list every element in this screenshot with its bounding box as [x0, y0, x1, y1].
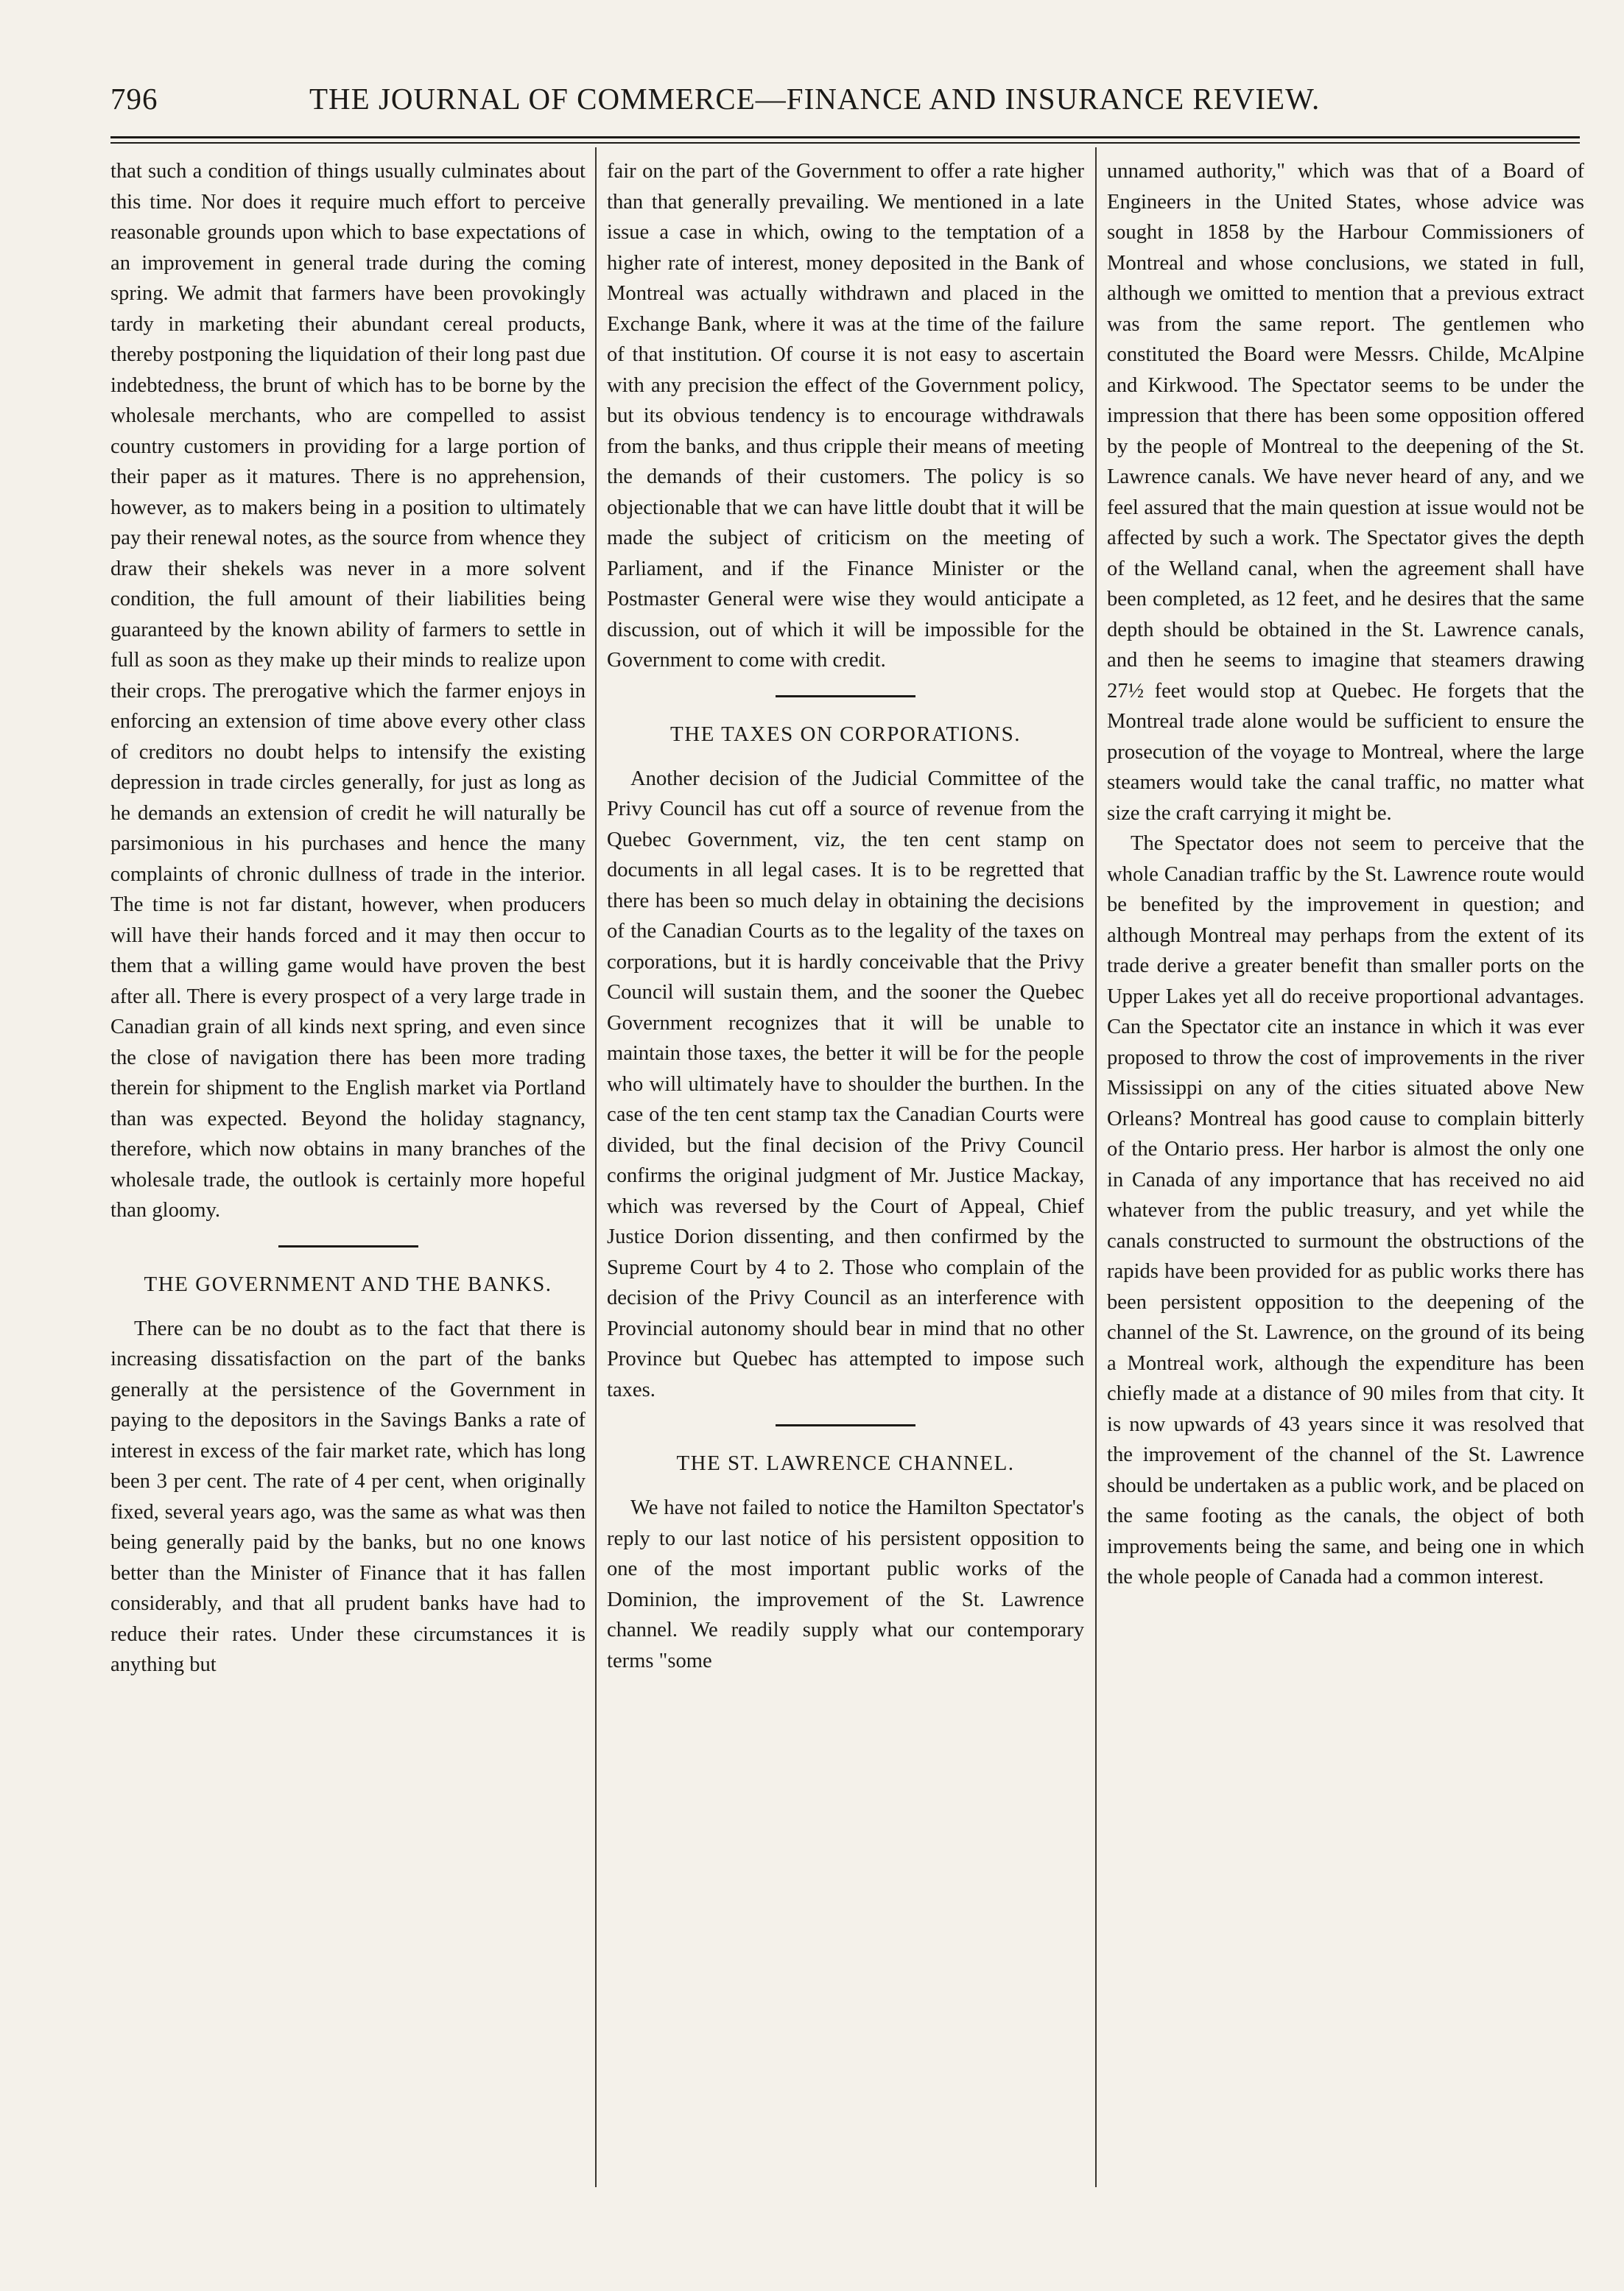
article-separator — [776, 1424, 915, 1426]
article-paragraph: The Spectator does not seem to perceive that the whole Canadian traffic by the St. Lawrence route would be benefited by the improvement in question; and although Montreal may perhaps from the extent of its trade derive a greater benefit than smaller ports on the Upper Lakes yet all do receive proportional advantages. Can the Spectator cite an instance in which it was ever proposed to throw the cost of improvements in the river Mississippi on any of the cities situated above New Orleans? Montreal has good cause to complain bitterly of the Ontario press. Her harbor is almost the only one in Canada of any importance that has received no aid whatever from the public treasury, and yet while the canals constructed to surmount the obstructions of the rapids have been provided for as public works there has been persistent opposition to the deepening of the channel of the St. Lawrence, on the ground of its being a Montreal work, although the expenditure has been chiefly made at a distance of 90 miles from that city. It is now upwards of 43 years since it was resolved that the improvement of the channel of the St. Lawrence should be undertaken as a public work, and be placed on the same footing as the canals, the object of both improvements being the same, and being one in which the whole people of Canada had a common interest. — [1107, 832, 1584, 1588]
article-government-banks — [110, 1270, 586, 1681]
article-paragraph: Another decision of the Judicial Committee of the Privy Council has cut off a source of revenue from the Quebec Government, viz, the ten cent stamp on documents in all legal cases. It is to be regretted that there has been so much delay in obtaining the decisions of the Canadian Courts as to the legality of the taxes on corporations, but it is hardly conceivable that the Privy Council will sustain them, and the sooner the Quebec Government recognizes that it will be unable to maintain those taxes, the better it will be for the people who will ultimately have to shoulder the burthen. In the case of the ten cent stamp tax the Canadian Courts were divided, but the final decision of the Privy Council confirms the original judgment of Mr. Justice Mackay, which was reversed by the Court of Appeal, Chief Justice Dorion dissenting, and then confirmed by the Supreme Court by 4 to 2. Those who complain of the decision of the Privy Council as an interference with Provincial autonomy should bear in mind that no other Province but Quebec has attempted to impose such taxes. — [607, 767, 1084, 1401]
page-number: 796 — [110, 82, 158, 116]
article-heading: THE TAXES ON CORPORATIONS. — [669, 722, 1021, 746]
column-divider-2 — [1095, 147, 1097, 2187]
article-st-lawrence-channel — [607, 1449, 1084, 1676]
article-paragraph: that such a condition of things usually culminates about this time. Nor does it require much effort to perceive reasonable grounds upon which to base expectations of an improvement in general trade during the coming spring. We admit that farmers have been provokingly tardy in marketing their abundant cereal products, thereby postponing the liquidation of their long past due indebtedness, the brunt of which has to be borne by the wholesale merchants, who are compelled to assist country customers in providing for a large portion of their paper as it matures. There is no apprehension, however, as to makers being in a position to ultimately pay their renewal notes, as the source from whence they draw their shekels was never in a more solvent condition, the full amount of their liabilities being guaranteed by the known ability of farmers to settle in full as soon as they make up their minds to realize upon their crops. The prerogative which the farmer enjoys in enforcing an extension of time above every other class of creditors no doubt helps to intensify the existing depression in trade circles generally, for just as long as he demands an extension of credit he will naturally be parsimonious in his purchases and hence the many complaints of chronic dullness of trade in the interior. The time is not far distant, however, when producers will have their hands forced and it may then occur to them that a willing game would have proven the best after all. There is every prospect of a very large trade in Canadian grain of all kinds next spring, and even since the close of navigation there has been more trading therein for shipment to the English market via Portland than was expected. Beyond the holiday stagnancy, therefore, which now obtains in many branches of the wholesale trade, the outlook is certainly more hopeful than gloomy. — [110, 160, 586, 1222]
header-rule-thick — [110, 136, 1580, 138]
column-divider-1 — [595, 147, 597, 2187]
article-taxes-corporations — [607, 719, 1084, 1406]
column-3 — [1107, 156, 1584, 2255]
column-1 — [110, 156, 586, 2255]
article-trade-outlook — [110, 156, 586, 1226]
article-heading: THE GOVERNMENT AND THE BANKS. — [144, 1272, 552, 1296]
article-paragraph: We have not failed to notice the Hamilton Spectator's reply to our last notice of his persistent opposition to one of the most important public works of the Dominion, the improvement of the St. Lawrence channel. We readily supply what our contemporary terms "some — [607, 1496, 1084, 1672]
article-paragraph: fair on the part of the Government to offer a rate higher than that generally prevailing. We mentioned in a late issue a case in which, owing to the temptation of a higher rate of interest, money deposited in the Bank of Montreal was actually withdrawn and placed in the Exchange Bank, where it was at the time of the failure of that institution. Of course it is not easy to ascertain with any precision the effect of the Government policy, but its obvious tendency is to encourage withdrawals from the banks, and thus cripple their means of meeting the demands of their customers. The policy is so objectionable that we can have little doubt that it will be made the subject of criticism on the meeting of Parliament, and if the Finance Minister or the Postmaster General were wise they would anticipate a discussion, out of which it will be impossible for the Government to come with credit. — [607, 160, 1084, 672]
article-separator — [776, 695, 915, 697]
column-2 — [607, 156, 1084, 2255]
article-paragraph: There can be no doubt as to the fact that there is increasing dissatisfaction on the part of the banks generally at the persistence of the Government in paying to the depositors in the Savings Banks a rate of interest in excess of the fair market rate, which has long been 3 per cent. The rate of 4 per cent, when originally fixed, several years ago, was the same as what was then being generally paid by the banks, but no one knows better than the Minister of Finance that it has fallen considerably, and that all prudent banks have had to reduce their rates. Under these circumstances it is anything but — [110, 1317, 586, 1676]
article-heading: THE ST. LAWRENCE CHANNEL. — [676, 1451, 1015, 1475]
running-title: THE JOURNAL OF COMMERCE—FINANCE AND INSURANCE REVIEW. — [309, 82, 1321, 116]
article-separator — [278, 1245, 418, 1247]
page-header — [110, 81, 1473, 125]
header-rule-thin — [110, 142, 1580, 144]
article-paragraph: unnamed authority," which was that of a Board of Engineers in the United States, whose advice was sought in 1858 by the Harbour Commissioners of Montreal and whose conclusions, we stated in full, although we omitted to mention that a previous extract was from the same report. The gentlemen who constituted the Board were Messrs. Childe, McAlpine and Kirkwood. The Spectator seems to be under the impression that there has been some opposition offered by the people of Montreal to the deepening of the St. Lawrence canals. We have never heard of any, and we feel assured that the main question at issue would not be affected by such a work. The Spectator gives the depth of the Welland canal, when the agreement shall have been completed, as 12 feet, and he desires that the same depth should be obtained in the St. Lawrence canals, and then he seems to imagine that steamers drawing 27½ feet would stop at Quebec. He forgets that the Montreal trade alone would be sufficient to ensure the prosecution of the voyage to Montreal, where the large steamers would take the canal traffic, no matter what size the craft carrying it might be. — [1107, 160, 1584, 825]
